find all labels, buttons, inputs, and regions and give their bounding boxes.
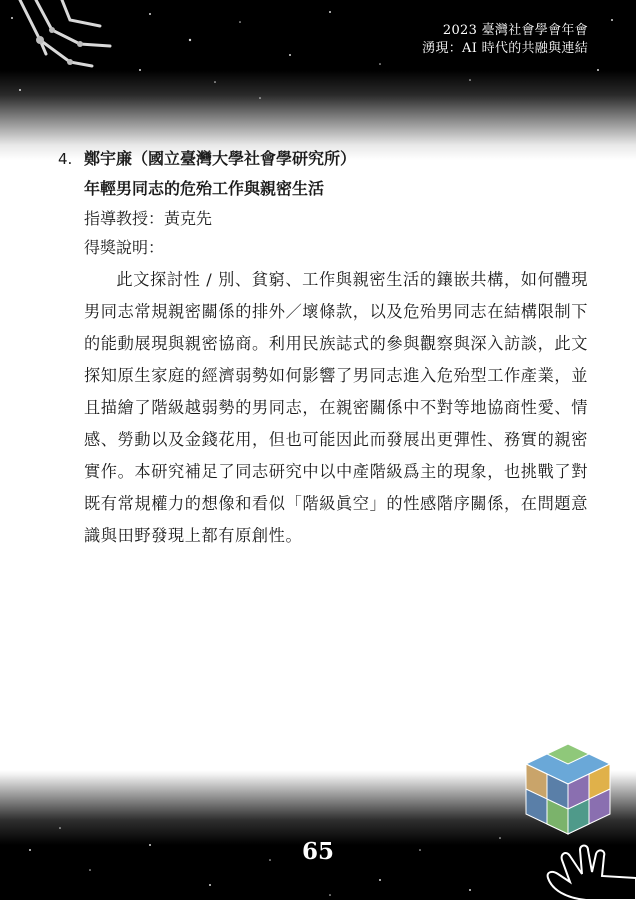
award-description-text: 此文探討性 / 別、貧窮、工作與親密生活的鑲嵌共構，如何體現男同志常規親密關係的排外／壞條款，以及危殆男同志在結構限制下的能動展現與親密協商。利用民族誌式的參與觀察與深入訪談，此文探知原生家庭的經濟弱勢如何影響了男同志進入危殆型工作產業，並且描繪了階級越弱勢的男同志，在親密關係中不對等地協商性愛、情感、勞動以及金錢花用，但也可能因此而發展出更彈性、務實的親密實作。本研究補足了同志研究中以中產階級爲主的現象，也挑戰了對既有常規權力的想像和看似「階級眞空」的性感階序關係，在問題意識與田野發現上都有原創性。 bbox=[84, 270, 588, 545]
award-label: 得獎說明： bbox=[84, 238, 165, 257]
entry-author: 鄭宇廉（國立臺灣大學社會學研究所） bbox=[84, 149, 357, 168]
advisor: 指導教授：黃克先 bbox=[84, 209, 213, 228]
robot-hand-icon bbox=[0, 0, 160, 80]
entry-heading bbox=[58, 146, 588, 174]
conference-title: 2023 臺灣社會學會年會 bbox=[442, 23, 588, 38]
conference-header bbox=[422, 22, 588, 58]
thesis-title: 年輕男同志的危殆工作與親密生活 bbox=[84, 179, 325, 198]
page-number: 65 bbox=[301, 838, 334, 865]
conference-theme: 湧現：AI 時代的共融與連結 bbox=[422, 41, 588, 56]
entry-number: 4. bbox=[58, 150, 73, 168]
award-entry bbox=[58, 146, 588, 552]
award-description bbox=[84, 264, 588, 552]
